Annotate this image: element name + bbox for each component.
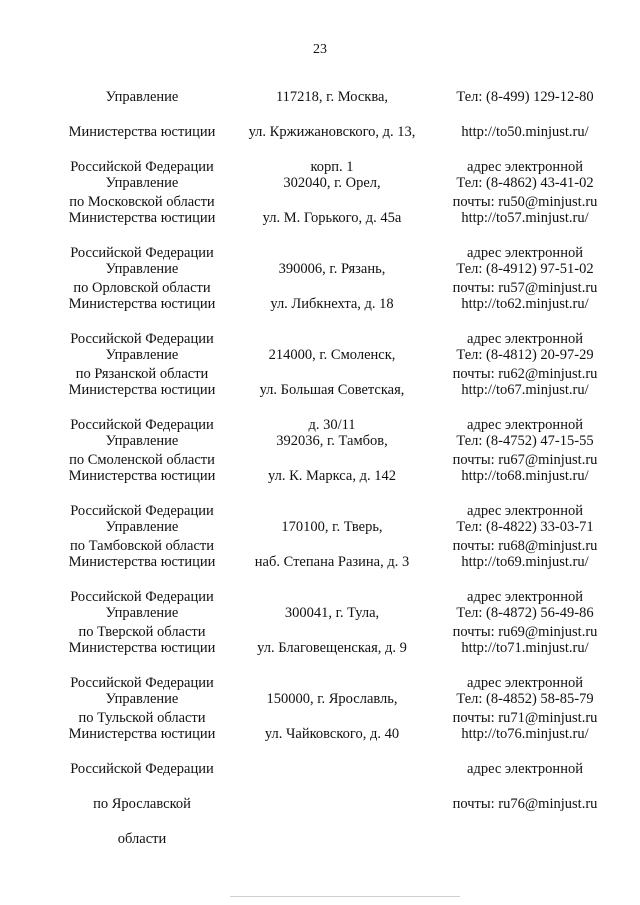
address-line: корп. 1 bbox=[310, 159, 354, 176]
website-link[interactable]: http://to62.minjust.ru/ bbox=[461, 296, 589, 313]
org-line: Российской Федерации bbox=[70, 245, 214, 262]
website-link[interactable]: http://to71.minjust.ru/ bbox=[461, 640, 589, 657]
email-address[interactable]: почты: ru68@minjust.ru bbox=[452, 537, 598, 554]
address-line: 214000, г. Смоленск, bbox=[268, 347, 396, 364]
org-line: Российской Федерации bbox=[70, 417, 214, 434]
phone: Тел: (8-4912) 97-51-02 bbox=[456, 261, 594, 278]
address-line: 302040, г. Орел, bbox=[283, 175, 381, 192]
address-line: 392036, г. Тамбов, bbox=[276, 433, 388, 450]
address-line: наб. Степана Разина, д. 3 bbox=[254, 554, 410, 571]
org-line: Управление bbox=[105, 261, 179, 278]
org-line: Министерства юстиции bbox=[68, 382, 216, 399]
org-line: Министерства юстиции bbox=[68, 468, 216, 485]
org-line: по Тамбовской области bbox=[70, 537, 214, 554]
org-line: Министерства юстиции bbox=[68, 124, 216, 141]
email-label: адрес электронной bbox=[467, 589, 583, 606]
address-line: ул. Благовещенская, д. 9 bbox=[257, 640, 407, 657]
address-line: ул. Кржижановского, д. 13, bbox=[248, 124, 416, 141]
org-line: Министерства юстиции bbox=[68, 640, 216, 657]
website-link[interactable]: http://to67.minjust.ru/ bbox=[461, 382, 589, 399]
org-line: по Рязанской области bbox=[75, 365, 209, 382]
postal-address bbox=[232, 416, 432, 503]
address-line: 150000, г. Ярославль, bbox=[266, 691, 398, 708]
address-line: ул. М. Горького, д. 45а bbox=[262, 210, 402, 227]
postal-address bbox=[232, 244, 432, 331]
org-line: по Ярославской bbox=[93, 795, 191, 812]
email-address[interactable]: почты: ru76@minjust.ru bbox=[452, 795, 598, 812]
website-link[interactable]: http://to50.minjust.ru/ bbox=[461, 124, 589, 141]
email-address[interactable]: почты: ru62@minjust.ru bbox=[452, 365, 598, 382]
address-line: 170100, г. Тверь, bbox=[281, 519, 383, 536]
org-line: Управление bbox=[105, 89, 179, 106]
org-line: Управление bbox=[105, 433, 179, 450]
org-line: Управление bbox=[105, 691, 179, 708]
address-line: ул. Либкнехта, д. 18 bbox=[270, 296, 394, 313]
postal-address bbox=[232, 588, 432, 675]
org-line: Управление bbox=[105, 347, 179, 364]
postal-address bbox=[232, 674, 432, 761]
email-label: адрес электронной bbox=[467, 331, 583, 348]
address-line: 390006, г. Рязань, bbox=[278, 261, 386, 278]
website-link[interactable]: http://to68.minjust.ru/ bbox=[461, 468, 589, 485]
org-line: Управление bbox=[105, 605, 179, 622]
address-line: ул. Большая Советская, bbox=[259, 382, 405, 399]
contacts bbox=[436, 674, 614, 831]
address-line: 117218, г. Москва, bbox=[275, 89, 389, 106]
org-name bbox=[52, 674, 232, 865]
org-line: Управление bbox=[105, 519, 179, 536]
org-line: Российской Федерации bbox=[70, 331, 214, 348]
email-label: адрес электронной bbox=[467, 417, 583, 434]
website-link[interactable]: http://to69.minjust.ru/ bbox=[461, 554, 589, 571]
address-line: д. 30/11 bbox=[308, 417, 356, 434]
phone: Тел: (8-4752) 47-15-55 bbox=[456, 433, 594, 450]
phone: Тел: (8-4852) 58-85-79 bbox=[456, 691, 594, 708]
email-address[interactable]: почты: ru50@minjust.ru bbox=[452, 193, 598, 210]
org-line: Министерства юстиции bbox=[68, 726, 216, 743]
address-line: ул. К. Маркса, д. 142 bbox=[268, 468, 396, 485]
entry-yaroslavl-oblast bbox=[0, 674, 640, 847]
org-line: по Тверской области bbox=[78, 623, 206, 640]
website-link[interactable]: http://to76.minjust.ru/ bbox=[461, 726, 589, 743]
address-line: ул. Чайковского, д. 40 bbox=[264, 726, 400, 743]
website-link[interactable]: http://to57.minjust.ru/ bbox=[461, 210, 589, 227]
org-line: Российской Федерации bbox=[70, 159, 214, 176]
org-line: Российской Федерации bbox=[70, 503, 214, 520]
address-line: 300041, г. Тула, bbox=[284, 605, 380, 622]
org-line: Российской Федерации bbox=[70, 589, 214, 606]
org-line: Российской Федерации bbox=[70, 761, 214, 778]
org-line: Министерства юстиции bbox=[68, 210, 216, 227]
postal-address bbox=[232, 502, 432, 589]
org-line: по Московской области bbox=[69, 193, 215, 210]
org-line: по Тульской области bbox=[78, 709, 206, 726]
org-line: области bbox=[117, 830, 167, 847]
phone: Тел: (8-4822) 33-03-71 bbox=[456, 519, 594, 536]
page-number: 23 bbox=[313, 42, 327, 57]
org-line: Министерства юстиции bbox=[68, 296, 216, 313]
email-label: адрес электронной bbox=[467, 761, 583, 778]
email-label: адрес электронной bbox=[467, 159, 583, 176]
postal-address bbox=[232, 158, 432, 245]
email-address[interactable]: почты: ru67@minjust.ru bbox=[452, 451, 598, 468]
email-label: адрес электронной bbox=[467, 503, 583, 520]
org-line: Управление bbox=[105, 175, 179, 192]
email-label: адрес электронной bbox=[467, 245, 583, 262]
email-address[interactable]: почты: ru71@minjust.ru bbox=[452, 709, 598, 726]
email-address[interactable]: почты: ru69@minjust.ru bbox=[452, 623, 598, 640]
org-line: по Орловской области bbox=[73, 279, 211, 296]
phone: Тел: (8-499) 129-12-80 bbox=[456, 89, 594, 106]
org-line: по Смоленской области bbox=[69, 451, 215, 468]
org-line: Министерства юстиции bbox=[68, 554, 216, 571]
email-label: адрес электронной bbox=[467, 675, 583, 692]
phone: Тел: (8-4812) 20-97-29 bbox=[456, 347, 594, 364]
page-bottom-divider bbox=[230, 896, 460, 897]
phone: Тел: (8-4872) 56-49-86 bbox=[456, 605, 594, 622]
phone: Тел: (8-4862) 43-41-02 bbox=[456, 175, 594, 192]
entries-list bbox=[0, 72, 640, 847]
email-address[interactable]: почты: ru57@minjust.ru bbox=[452, 279, 598, 296]
org-line: Российской Федерации bbox=[70, 675, 214, 692]
